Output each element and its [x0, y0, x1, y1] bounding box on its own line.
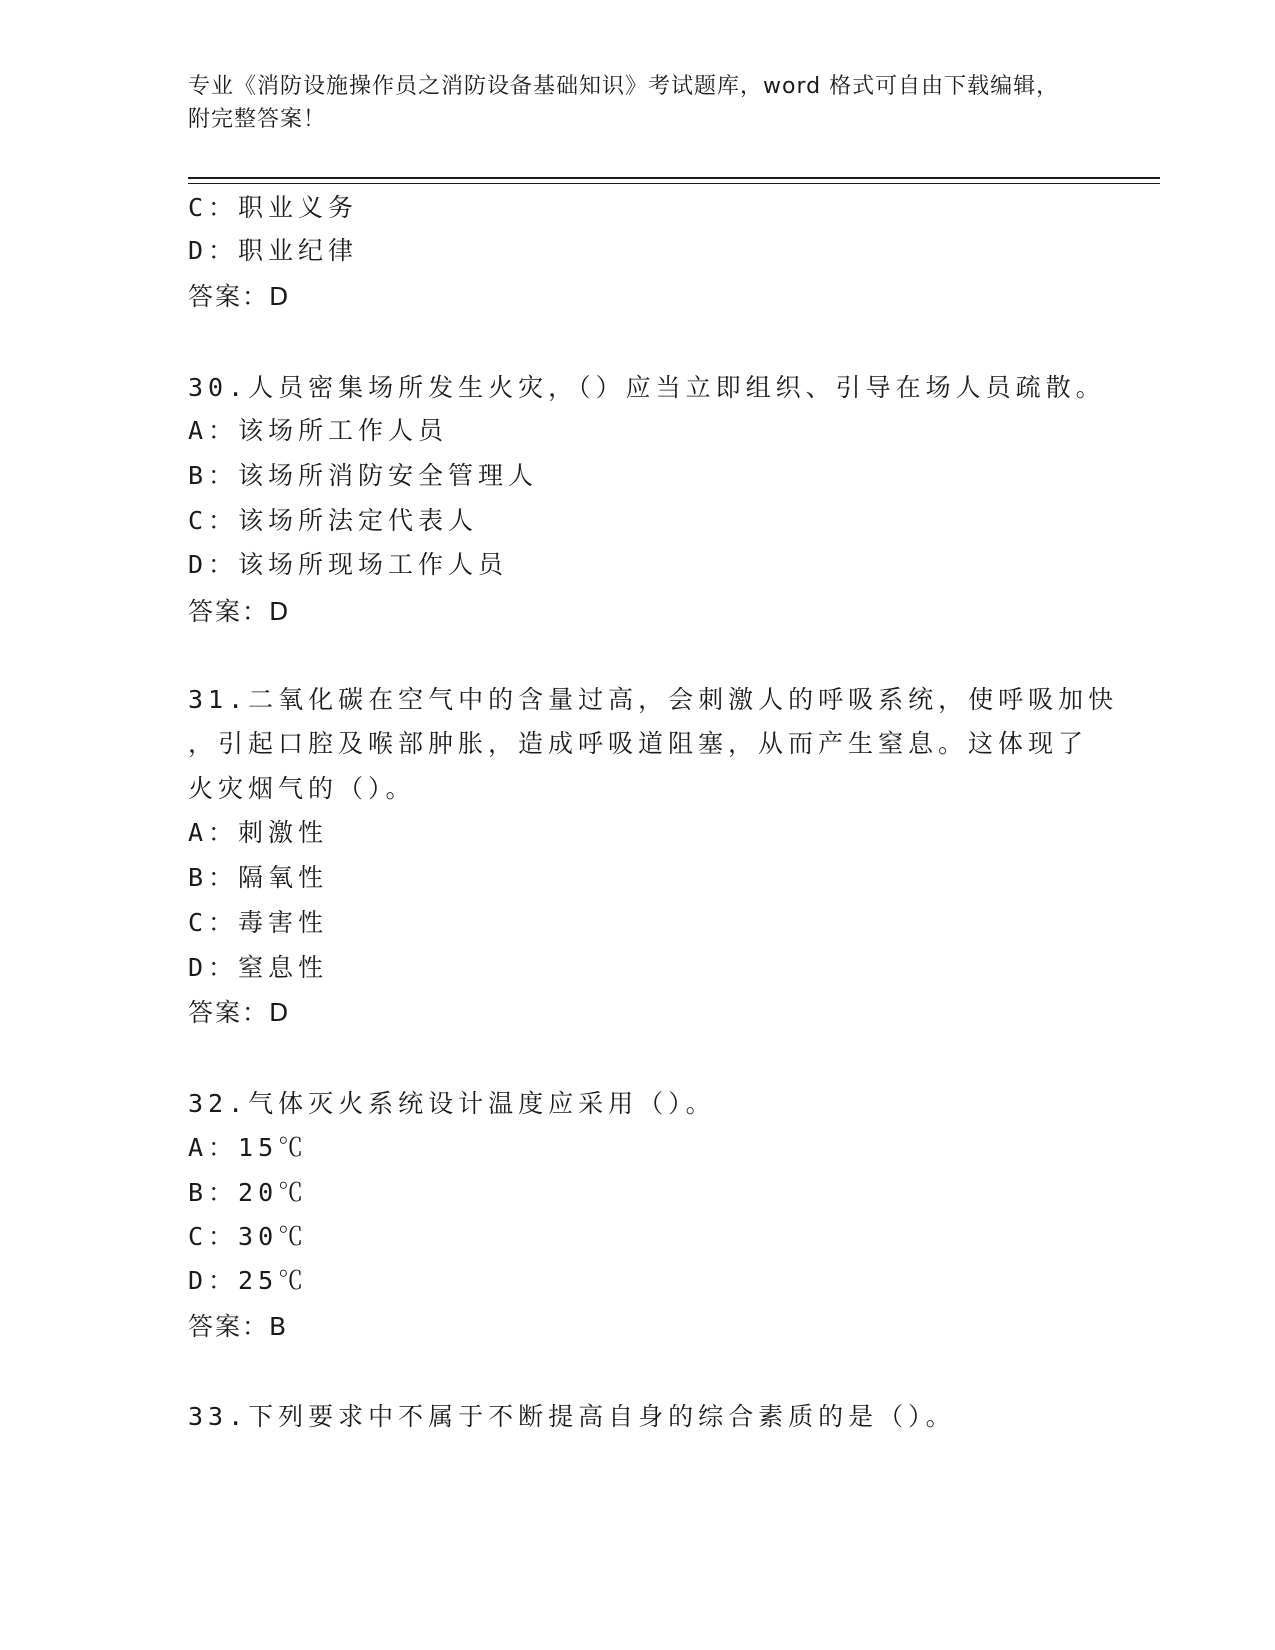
q31-question-line-2: ，引起口腔及喉部肿胀，造成呼吸道阻塞，从而产生窒息。这体现了	[188, 729, 1089, 758]
q31-question-line-1: 31.二氧化碳在空气中的含量过高，会刺激人的呼吸系统，使呼吸加快	[188, 685, 1119, 714]
q30-answer: 答案：D	[188, 597, 291, 626]
q31-option-c: C：毒害性	[188, 908, 329, 937]
q30-option-a: A：该场所工作人员	[188, 416, 449, 445]
q31-answer: 答案：D	[188, 998, 291, 1027]
q32-option-b: B：20℃	[188, 1178, 309, 1207]
q30-option-b: B：该场所消防安全管理人	[188, 461, 539, 490]
prev-answer: 答案：D	[188, 282, 291, 311]
header-divider-thin	[188, 183, 1160, 184]
document-header: 专业《消防设施操作员之消防设备基础知识》考试题库，word 格式可自由下载编辑，附完整答案！	[188, 74, 1060, 132]
q31-option-d: D：窒息性	[188, 953, 329, 982]
header-divider-thick	[188, 177, 1160, 179]
q31-option-b: B：隔氧性	[188, 863, 329, 892]
q31-option-a: A：刺激性	[188, 818, 329, 847]
q32-option-d: D：25℃	[188, 1266, 309, 1295]
q33-question: 33.下列要求中不属于不断提高自身的综合素质的是（）。	[188, 1402, 956, 1431]
q30-option-d: D：该场所现场工作人员	[188, 550, 509, 579]
q30-option-c: C：该场所法定代表人	[188, 506, 479, 535]
q32-question: 32.气体灭火系统设计温度应采用（）。	[188, 1089, 716, 1118]
q30-question: 30.人员密集场所发生火灾，（）应当立即组织、引导在场人员疏散。	[188, 373, 1106, 402]
prev-option-c: C：职业义务	[188, 193, 359, 222]
q32-option-c: C：30℃	[188, 1222, 309, 1251]
q31-question-line-3: 火灾烟气的（）。	[188, 774, 416, 803]
prev-option-d: D：职业纪律	[188, 236, 359, 265]
q32-answer: 答案：B	[188, 1312, 289, 1341]
q32-option-a: A：15℃	[188, 1133, 309, 1162]
